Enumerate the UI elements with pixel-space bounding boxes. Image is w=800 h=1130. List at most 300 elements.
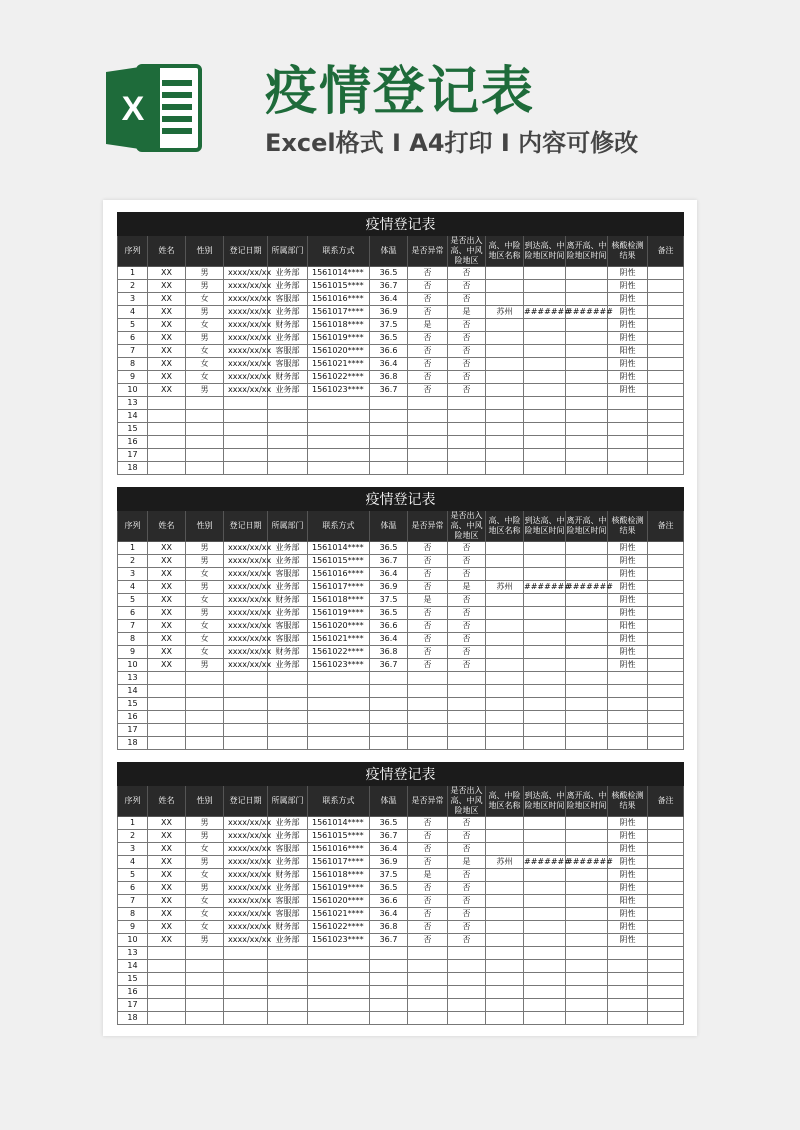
cell-nucleic-result[interactable]: [608, 397, 648, 410]
cell-name[interactable]: [148, 397, 186, 410]
cell-temp[interactable]: [370, 436, 408, 449]
cell-nucleic-result[interactable]: 阳性: [608, 345, 648, 358]
cell-seq[interactable]: 13: [118, 672, 148, 685]
cell-nucleic-result[interactable]: 阴性: [608, 267, 648, 280]
cell-leave-time[interactable]: [566, 659, 608, 672]
cell-phone[interactable]: 1561015****: [308, 280, 370, 293]
cell-date[interactable]: [224, 986, 268, 999]
cell-gender[interactable]: 女: [186, 921, 224, 934]
cell-dept[interactable]: 财务部: [268, 646, 308, 659]
cell-phone[interactable]: 1561014****: [308, 267, 370, 280]
cell-phone[interactable]: 1561021****: [308, 358, 370, 371]
cell-phone[interactable]: [308, 410, 370, 423]
cell-seq[interactable]: 10: [118, 934, 148, 947]
cell-nucleic-result[interactable]: 阴性: [608, 908, 648, 921]
cell-abnormal[interactable]: 否: [408, 908, 448, 921]
cell-leave-time[interactable]: [566, 646, 608, 659]
cell-remark[interactable]: [648, 581, 684, 594]
cell-dept[interactable]: [268, 1012, 308, 1025]
cell-name[interactable]: [148, 436, 186, 449]
cell-date[interactable]: xxxx/xx/xx: [224, 267, 268, 280]
cell-arrive-time[interactable]: [524, 908, 566, 921]
cell-name[interactable]: XX: [148, 267, 186, 280]
cell-name[interactable]: [148, 410, 186, 423]
cell-abnormal[interactable]: 否: [408, 921, 448, 934]
cell-risk-visit[interactable]: 否: [448, 555, 486, 568]
cell-risk-visit[interactable]: 否: [448, 659, 486, 672]
cell-date[interactable]: xxxx/xx/xx: [224, 581, 268, 594]
cell-risk-area[interactable]: [486, 449, 524, 462]
cell-date[interactable]: [224, 685, 268, 698]
cell-name[interactable]: [148, 724, 186, 737]
cell-nucleic-result[interactable]: 阴性: [608, 542, 648, 555]
cell-name[interactable]: XX: [148, 882, 186, 895]
cell-remark[interactable]: [648, 542, 684, 555]
cell-abnormal[interactable]: 是: [408, 869, 448, 882]
cell-risk-area[interactable]: [486, 659, 524, 672]
cell-dept[interactable]: 客服部: [268, 568, 308, 581]
cell-leave-time[interactable]: [566, 672, 608, 685]
cell-gender[interactable]: 男: [186, 542, 224, 555]
cell-name[interactable]: XX: [148, 594, 186, 607]
cell-temp[interactable]: 37.5: [370, 869, 408, 882]
cell-abnormal[interactable]: 否: [408, 607, 448, 620]
cell-risk-area[interactable]: [486, 594, 524, 607]
cell-gender[interactable]: 男: [186, 934, 224, 947]
cell-abnormal[interactable]: 否: [408, 293, 448, 306]
cell-arrive-time[interactable]: [524, 921, 566, 934]
cell-nucleic-result[interactable]: [608, 462, 648, 475]
cell-date[interactable]: [224, 397, 268, 410]
cell-gender[interactable]: 女: [186, 345, 224, 358]
cell-phone[interactable]: 1561023****: [308, 659, 370, 672]
cell-nucleic-result[interactable]: 阴性: [608, 843, 648, 856]
cell-gender[interactable]: 男: [186, 830, 224, 843]
cell-arrive-time[interactable]: [524, 895, 566, 908]
cell-date[interactable]: xxxx/xx/xx: [224, 542, 268, 555]
cell-nucleic-result[interactable]: 阴性: [608, 646, 648, 659]
cell-risk-visit[interactable]: [448, 999, 486, 1012]
cell-risk-visit[interactable]: [448, 960, 486, 973]
cell-risk-area[interactable]: [486, 384, 524, 397]
cell-risk-visit[interactable]: 否: [448, 646, 486, 659]
cell-leave-time[interactable]: [566, 908, 608, 921]
cell-dept[interactable]: 业务部: [268, 332, 308, 345]
cell-risk-visit[interactable]: 否: [448, 607, 486, 620]
cell-seq[interactable]: 6: [118, 332, 148, 345]
cell-temp[interactable]: 36.4: [370, 843, 408, 856]
cell-nucleic-result[interactable]: 阴性: [608, 306, 648, 319]
cell-nucleic-result[interactable]: [608, 449, 648, 462]
cell-arrive-time[interactable]: [524, 999, 566, 1012]
cell-date[interactable]: xxxx/xx/xx: [224, 934, 268, 947]
cell-phone[interactable]: [308, 737, 370, 750]
cell-name[interactable]: [148, 672, 186, 685]
cell-date[interactable]: [224, 737, 268, 750]
cell-gender[interactable]: [186, 711, 224, 724]
cell-phone[interactable]: 1561021****: [308, 908, 370, 921]
cell-arrive-time[interactable]: [524, 947, 566, 960]
cell-arrive-time[interactable]: [524, 542, 566, 555]
cell-remark[interactable]: [648, 724, 684, 737]
cell-dept[interactable]: 客服部: [268, 293, 308, 306]
cell-dept[interactable]: 业务部: [268, 607, 308, 620]
cell-temp[interactable]: 36.6: [370, 895, 408, 908]
cell-gender[interactable]: 女: [186, 633, 224, 646]
cell-gender[interactable]: 男: [186, 817, 224, 830]
cell-risk-area[interactable]: [486, 345, 524, 358]
cell-risk-area[interactable]: [486, 685, 524, 698]
cell-temp[interactable]: [370, 986, 408, 999]
cell-risk-visit[interactable]: 否: [448, 817, 486, 830]
cell-seq[interactable]: 10: [118, 659, 148, 672]
cell-risk-visit[interactable]: [448, 410, 486, 423]
cell-date[interactable]: [224, 947, 268, 960]
cell-abnormal[interactable]: 否: [408, 659, 448, 672]
cell-remark[interactable]: [648, 960, 684, 973]
cell-nucleic-result[interactable]: 阳性: [608, 620, 648, 633]
cell-nucleic-result[interactable]: [608, 1012, 648, 1025]
cell-gender[interactable]: 女: [186, 843, 224, 856]
cell-temp[interactable]: [370, 462, 408, 475]
cell-date[interactable]: xxxx/xx/xx: [224, 607, 268, 620]
cell-arrive-time[interactable]: [524, 555, 566, 568]
cell-remark[interactable]: [648, 384, 684, 397]
cell-name[interactable]: XX: [148, 659, 186, 672]
cell-phone[interactable]: 1561020****: [308, 345, 370, 358]
cell-phone[interactable]: 1561016****: [308, 568, 370, 581]
cell-abnormal[interactable]: 否: [408, 371, 448, 384]
cell-risk-visit[interactable]: 否: [448, 568, 486, 581]
cell-nucleic-result[interactable]: 阴性: [608, 633, 648, 646]
cell-risk-area[interactable]: [486, 358, 524, 371]
cell-arrive-time[interactable]: [524, 358, 566, 371]
cell-date[interactable]: xxxx/xx/xx: [224, 869, 268, 882]
cell-nucleic-result[interactable]: 阴性: [608, 607, 648, 620]
cell-gender[interactable]: 男: [186, 856, 224, 869]
cell-date[interactable]: [224, 436, 268, 449]
cell-seq[interactable]: 1: [118, 267, 148, 280]
cell-phone[interactable]: [308, 973, 370, 986]
cell-abnormal[interactable]: 否: [408, 280, 448, 293]
cell-nucleic-result[interactable]: [608, 737, 648, 750]
cell-risk-area[interactable]: [486, 436, 524, 449]
cell-temp[interactable]: [370, 698, 408, 711]
cell-dept[interactable]: [268, 462, 308, 475]
cell-remark[interactable]: [648, 555, 684, 568]
cell-arrive-time[interactable]: [524, 817, 566, 830]
cell-remark[interactable]: [648, 737, 684, 750]
cell-temp[interactable]: [370, 711, 408, 724]
cell-remark[interactable]: [648, 921, 684, 934]
cell-risk-visit[interactable]: 否: [448, 542, 486, 555]
cell-seq[interactable]: 5: [118, 319, 148, 332]
cell-name[interactable]: [148, 999, 186, 1012]
cell-leave-time[interactable]: [566, 607, 608, 620]
cell-seq[interactable]: 9: [118, 921, 148, 934]
cell-abnormal[interactable]: [408, 462, 448, 475]
cell-dept[interactable]: 业务部: [268, 306, 308, 319]
cell-risk-area[interactable]: [486, 960, 524, 973]
cell-gender[interactable]: [186, 436, 224, 449]
cell-arrive-time[interactable]: [524, 293, 566, 306]
cell-temp[interactable]: 36.6: [370, 620, 408, 633]
cell-date[interactable]: xxxx/xx/xx: [224, 332, 268, 345]
cell-name[interactable]: [148, 947, 186, 960]
cell-seq[interactable]: 18: [118, 737, 148, 750]
cell-nucleic-result[interactable]: 阴性: [608, 869, 648, 882]
cell-temp[interactable]: [370, 1012, 408, 1025]
cell-risk-area[interactable]: 苏州: [486, 581, 524, 594]
cell-temp[interactable]: 36.5: [370, 817, 408, 830]
cell-risk-visit[interactable]: 否: [448, 280, 486, 293]
cell-nucleic-result[interactable]: 阴性: [608, 293, 648, 306]
cell-temp[interactable]: 36.5: [370, 882, 408, 895]
cell-dept[interactable]: 业务部: [268, 934, 308, 947]
cell-remark[interactable]: [648, 280, 684, 293]
cell-leave-time[interactable]: [566, 267, 608, 280]
cell-nucleic-result[interactable]: 阴性: [608, 594, 648, 607]
cell-abnormal[interactable]: [408, 724, 448, 737]
cell-nucleic-result[interactable]: [608, 724, 648, 737]
cell-date[interactable]: [224, 973, 268, 986]
cell-name[interactable]: XX: [148, 280, 186, 293]
cell-risk-area[interactable]: 苏州: [486, 306, 524, 319]
cell-dept[interactable]: 财务部: [268, 594, 308, 607]
cell-seq[interactable]: 1: [118, 817, 148, 830]
cell-date[interactable]: [224, 999, 268, 1012]
cell-seq[interactable]: 3: [118, 843, 148, 856]
cell-risk-area[interactable]: [486, 817, 524, 830]
cell-date[interactable]: xxxx/xx/xx: [224, 830, 268, 843]
cell-leave-time[interactable]: [566, 319, 608, 332]
cell-risk-visit[interactable]: 否: [448, 293, 486, 306]
cell-remark[interactable]: [648, 633, 684, 646]
cell-leave-time[interactable]: [566, 986, 608, 999]
cell-remark[interactable]: [648, 895, 684, 908]
cell-date[interactable]: xxxx/xx/xx: [224, 306, 268, 319]
cell-remark[interactable]: [648, 882, 684, 895]
cell-seq[interactable]: 15: [118, 973, 148, 986]
cell-name[interactable]: [148, 462, 186, 475]
cell-risk-visit[interactable]: 否: [448, 934, 486, 947]
cell-seq[interactable]: 17: [118, 724, 148, 737]
cell-date[interactable]: [224, 423, 268, 436]
cell-date[interactable]: xxxx/xx/xx: [224, 358, 268, 371]
cell-phone[interactable]: 1561022****: [308, 371, 370, 384]
cell-gender[interactable]: 男: [186, 332, 224, 345]
cell-abnormal[interactable]: 否: [408, 817, 448, 830]
cell-nucleic-result[interactable]: [608, 423, 648, 436]
cell-risk-visit[interactable]: 是: [448, 306, 486, 319]
cell-date[interactable]: xxxx/xx/xx: [224, 908, 268, 921]
cell-gender[interactable]: [186, 1012, 224, 1025]
cell-seq[interactable]: 6: [118, 607, 148, 620]
cell-gender[interactable]: [186, 999, 224, 1012]
cell-phone[interactable]: 1561022****: [308, 921, 370, 934]
cell-temp[interactable]: 36.6: [370, 345, 408, 358]
cell-temp[interactable]: 36.8: [370, 371, 408, 384]
cell-gender[interactable]: 男: [186, 384, 224, 397]
cell-risk-area[interactable]: [486, 607, 524, 620]
cell-leave-time[interactable]: [566, 542, 608, 555]
cell-phone[interactable]: 1561021****: [308, 633, 370, 646]
cell-abnormal[interactable]: 否: [408, 843, 448, 856]
cell-remark[interactable]: [648, 830, 684, 843]
cell-phone[interactable]: [308, 986, 370, 999]
cell-name[interactable]: [148, 711, 186, 724]
cell-abnormal[interactable]: [408, 1012, 448, 1025]
cell-abnormal[interactable]: [408, 397, 448, 410]
cell-risk-visit[interactable]: 否: [448, 830, 486, 843]
cell-seq[interactable]: 8: [118, 633, 148, 646]
cell-remark[interactable]: [648, 436, 684, 449]
cell-gender[interactable]: 女: [186, 620, 224, 633]
cell-temp[interactable]: 36.5: [370, 332, 408, 345]
cell-risk-area[interactable]: [486, 843, 524, 856]
cell-risk-visit[interactable]: [448, 947, 486, 960]
cell-dept[interactable]: 业务部: [268, 882, 308, 895]
cell-leave-time[interactable]: [566, 449, 608, 462]
cell-nucleic-result[interactable]: 阴性: [608, 856, 648, 869]
cell-leave-time[interactable]: #######: [566, 306, 608, 319]
cell-date[interactable]: xxxx/xx/xx: [224, 633, 268, 646]
cell-arrive-time[interactable]: [524, 646, 566, 659]
cell-phone[interactable]: 1561016****: [308, 293, 370, 306]
cell-name[interactable]: XX: [148, 817, 186, 830]
cell-abnormal[interactable]: 否: [408, 555, 448, 568]
cell-seq[interactable]: 18: [118, 1012, 148, 1025]
cell-remark[interactable]: [648, 1012, 684, 1025]
cell-dept[interactable]: 财务部: [268, 319, 308, 332]
cell-abnormal[interactable]: 否: [408, 345, 448, 358]
cell-abnormal[interactable]: [408, 698, 448, 711]
cell-gender[interactable]: [186, 737, 224, 750]
cell-leave-time[interactable]: [566, 869, 608, 882]
cell-gender[interactable]: 男: [186, 659, 224, 672]
cell-dept[interactable]: 财务部: [268, 371, 308, 384]
cell-dept[interactable]: [268, 947, 308, 960]
cell-leave-time[interactable]: [566, 384, 608, 397]
cell-remark[interactable]: [648, 698, 684, 711]
cell-abnormal[interactable]: [408, 410, 448, 423]
cell-remark[interactable]: [648, 856, 684, 869]
cell-remark[interactable]: [648, 319, 684, 332]
cell-risk-visit[interactable]: 否: [448, 843, 486, 856]
cell-arrive-time[interactable]: [524, 698, 566, 711]
cell-temp[interactable]: 36.5: [370, 542, 408, 555]
cell-abnormal[interactable]: 否: [408, 542, 448, 555]
cell-gender[interactable]: 男: [186, 607, 224, 620]
cell-date[interactable]: [224, 462, 268, 475]
cell-abnormal[interactable]: [408, 737, 448, 750]
cell-leave-time[interactable]: [566, 947, 608, 960]
cell-temp[interactable]: 36.4: [370, 908, 408, 921]
cell-arrive-time[interactable]: [524, 724, 566, 737]
cell-name[interactable]: XX: [148, 568, 186, 581]
cell-arrive-time[interactable]: [524, 332, 566, 345]
cell-temp[interactable]: 36.9: [370, 581, 408, 594]
cell-risk-visit[interactable]: 否: [448, 345, 486, 358]
cell-abnormal[interactable]: [408, 986, 448, 999]
cell-date[interactable]: [224, 672, 268, 685]
cell-seq[interactable]: 4: [118, 856, 148, 869]
cell-leave-time[interactable]: [566, 737, 608, 750]
cell-phone[interactable]: 1561017****: [308, 581, 370, 594]
cell-name[interactable]: XX: [148, 319, 186, 332]
cell-date[interactable]: xxxx/xx/xx: [224, 568, 268, 581]
cell-nucleic-result[interactable]: 阴性: [608, 332, 648, 345]
cell-arrive-time[interactable]: [524, 685, 566, 698]
cell-seq[interactable]: 2: [118, 280, 148, 293]
cell-risk-visit[interactable]: [448, 685, 486, 698]
cell-leave-time[interactable]: [566, 568, 608, 581]
cell-dept[interactable]: [268, 449, 308, 462]
cell-risk-visit[interactable]: [448, 462, 486, 475]
cell-risk-visit[interactable]: 否: [448, 319, 486, 332]
cell-gender[interactable]: [186, 397, 224, 410]
cell-dept[interactable]: [268, 436, 308, 449]
cell-abnormal[interactable]: [408, 685, 448, 698]
cell-dept[interactable]: [268, 423, 308, 436]
cell-arrive-time[interactable]: [524, 423, 566, 436]
cell-risk-area[interactable]: [486, 724, 524, 737]
cell-remark[interactable]: [648, 371, 684, 384]
cell-remark[interactable]: [648, 986, 684, 999]
cell-temp[interactable]: 36.8: [370, 646, 408, 659]
cell-temp[interactable]: [370, 423, 408, 436]
cell-risk-area[interactable]: [486, 397, 524, 410]
cell-temp[interactable]: [370, 973, 408, 986]
cell-risk-visit[interactable]: [448, 672, 486, 685]
cell-temp[interactable]: 36.4: [370, 293, 408, 306]
cell-dept[interactable]: 业务部: [268, 267, 308, 280]
cell-arrive-time[interactable]: [524, 620, 566, 633]
cell-name[interactable]: XX: [148, 633, 186, 646]
cell-gender[interactable]: [186, 423, 224, 436]
cell-leave-time[interactable]: [566, 293, 608, 306]
cell-seq[interactable]: 14: [118, 960, 148, 973]
cell-arrive-time[interactable]: [524, 280, 566, 293]
cell-nucleic-result[interactable]: 阴性: [608, 280, 648, 293]
cell-risk-visit[interactable]: [448, 711, 486, 724]
cell-risk-area[interactable]: 苏州: [486, 856, 524, 869]
cell-leave-time[interactable]: [566, 594, 608, 607]
cell-risk-area[interactable]: [486, 280, 524, 293]
cell-risk-visit[interactable]: 否: [448, 895, 486, 908]
cell-name[interactable]: XX: [148, 384, 186, 397]
cell-name[interactable]: XX: [148, 895, 186, 908]
cell-gender[interactable]: 女: [186, 358, 224, 371]
cell-name[interactable]: XX: [148, 542, 186, 555]
cell-date[interactable]: [224, 1012, 268, 1025]
cell-date[interactable]: xxxx/xx/xx: [224, 280, 268, 293]
cell-arrive-time[interactable]: [524, 986, 566, 999]
cell-risk-area[interactable]: [486, 947, 524, 960]
cell-risk-area[interactable]: [486, 542, 524, 555]
cell-risk-visit[interactable]: [448, 698, 486, 711]
cell-gender[interactable]: [186, 947, 224, 960]
cell-risk-area[interactable]: [486, 934, 524, 947]
cell-seq[interactable]: 9: [118, 371, 148, 384]
cell-abnormal[interactable]: 否: [408, 646, 448, 659]
cell-date[interactable]: xxxx/xx/xx: [224, 345, 268, 358]
cell-phone[interactable]: [308, 685, 370, 698]
cell-risk-area[interactable]: [486, 698, 524, 711]
cell-abnormal[interactable]: [408, 423, 448, 436]
cell-date[interactable]: xxxx/xx/xx: [224, 921, 268, 934]
cell-nucleic-result[interactable]: 阴性: [608, 568, 648, 581]
